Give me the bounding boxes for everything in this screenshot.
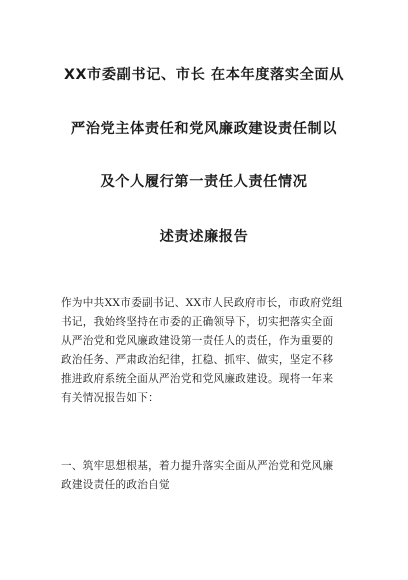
document-title-line-2: 严治党主体责任和党风廉政建设责任制以: [70, 121, 338, 137]
section-1-heading-line: 政建设责任的政治自觉: [61, 479, 170, 491]
intro-paragraph-line: 政治任务、严肃政治纪律，扛稳、抓牢、做实，坚定不移: [61, 354, 334, 366]
section-1-heading: [61, 457, 351, 495]
intro-paragraph-line: 从严治党和党风廉政建设第一责任人的责任，作为重要的: [61, 335, 334, 347]
intro-paragraph-line: 作为中共XX市委副书记、XX市人民政府市长，市政府党组: [61, 297, 343, 309]
section-1-heading-line: 一、筑牢思想根基，着力提升落实全面从严治党和党风廉: [61, 460, 334, 472]
document-title-line-1: XX市委副书记、市长 在本年度落实全面从: [63, 67, 344, 83]
document-title-line-3: 及个人履行第一责任人责任情况: [100, 174, 308, 190]
intro-paragraph: [61, 294, 351, 408]
intro-paragraph-line: 推进政府系统全面从严治党和党风廉政建设。现将一年来: [61, 373, 334, 385]
intro-paragraph-line: 有关情况报告如下：: [61, 392, 160, 404]
intro-paragraph-line: 书记，我始终坚持在市委的正确领导下，切实把落实全面: [61, 316, 334, 328]
document-title-line-4: 述责述廉报告: [159, 229, 249, 245]
